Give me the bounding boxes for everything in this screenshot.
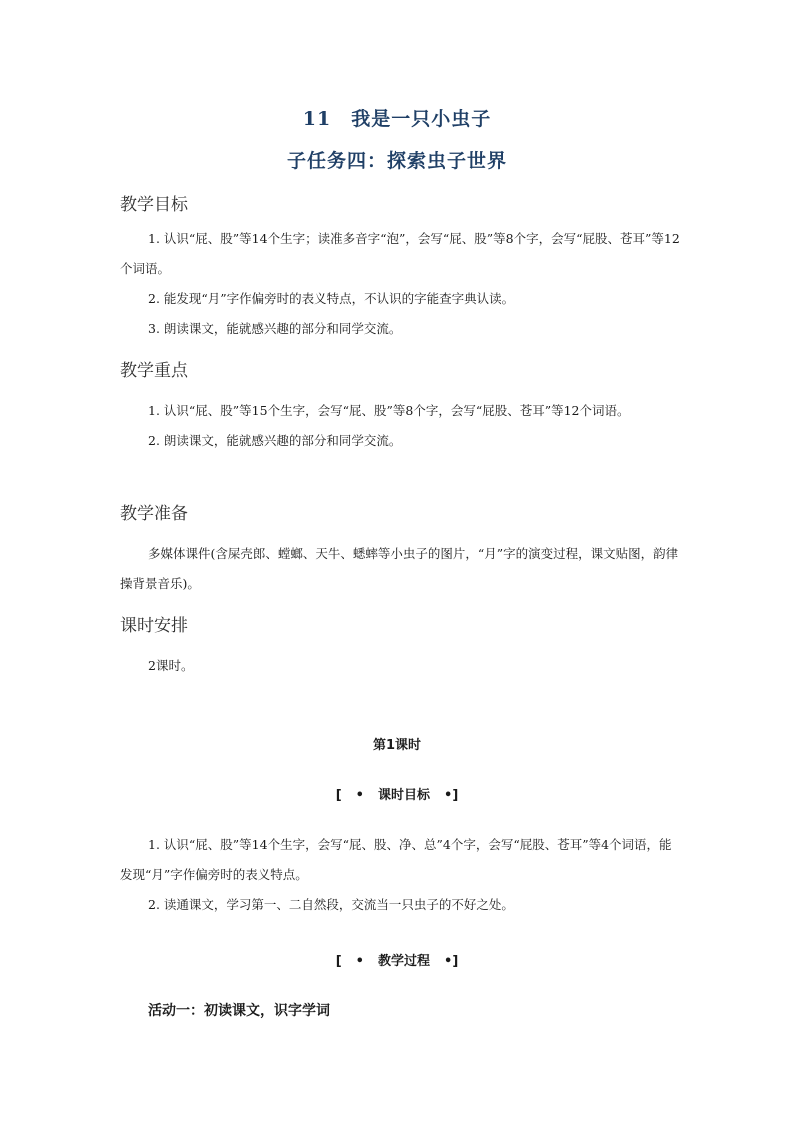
bracket-open: [	[335, 954, 342, 969]
bullet-icon: •	[355, 788, 364, 803]
process-banner	[0, 950, 794, 969]
preparation-text-block	[120, 539, 680, 599]
bullet-icon: •	[444, 954, 453, 969]
process-label: 教学过程	[377, 954, 430, 969]
preparation-heading: 教学准备	[120, 504, 188, 524]
goals-item: 3. 朗读课文，能就感兴趣的部分和同学交流。	[148, 321, 402, 336]
bullet-icon: •	[444, 788, 453, 803]
lesson1-objective: 1. 认识“屁、股”等14个生字，会写“屁、股、净、总”4个字，会写“屁股、苍耳”等4个词语，能发现“月”字作偏旁时的表义特点。	[120, 837, 672, 882]
goals-heading: 教学目标	[120, 195, 188, 215]
bracket-open: [	[335, 788, 342, 803]
goals-item: 1. 认识“屁、股”等14个生字；读准多音字“泡”，会写“屁、股”等8个字，会写“屁股、苍耳”等12个词语。	[120, 231, 680, 276]
key-points-heading: 教学重点	[120, 361, 188, 381]
key-points-list	[120, 396, 680, 456]
lesson-title: 11 我是一只小虫子	[302, 108, 492, 130]
lesson-subtitle: 子任务四：探索虫子世界	[286, 150, 507, 172]
key-points-item: 1. 认识“屁、股”等15个生字，会写“屁、股”等8个字，会写“屁股、苍耳”等12个词语。	[148, 403, 630, 418]
lesson1-title: 第1课时	[372, 738, 422, 753]
objectives-label: 课时目标	[377, 788, 430, 803]
goals-item: 2. 能发现“月”字作偏旁时的表义特点，不认识的字能查字典认读。	[148, 291, 515, 306]
schedule-heading: 课时安排	[120, 616, 188, 636]
preparation-text: 多媒体课件(含屎壳郎、螳螂、天牛、蟋蟀等小虫子的图片，“月”字的演变过程，课文贴图，韵律操背景音乐)。	[120, 546, 679, 591]
bullet-icon: •	[355, 954, 364, 969]
bracket-close: ]	[452, 954, 459, 969]
lesson1-objective: 2. 读通课文，学习第一、二自然段，交流当一只虫子的不好之处。	[148, 897, 514, 912]
schedule-text-block	[120, 651, 680, 681]
activity1-heading: 活动一：初读课文，识字学词	[148, 1003, 330, 1019]
goals-list	[120, 224, 680, 344]
key-points-item: 2. 朗读课文，能就感兴趣的部分和同学交流。	[148, 433, 402, 448]
lesson1-objectives-list	[120, 830, 680, 920]
schedule-text: 2课时。	[148, 658, 194, 673]
objectives-banner	[0, 784, 794, 803]
bracket-close: ]	[452, 788, 459, 803]
